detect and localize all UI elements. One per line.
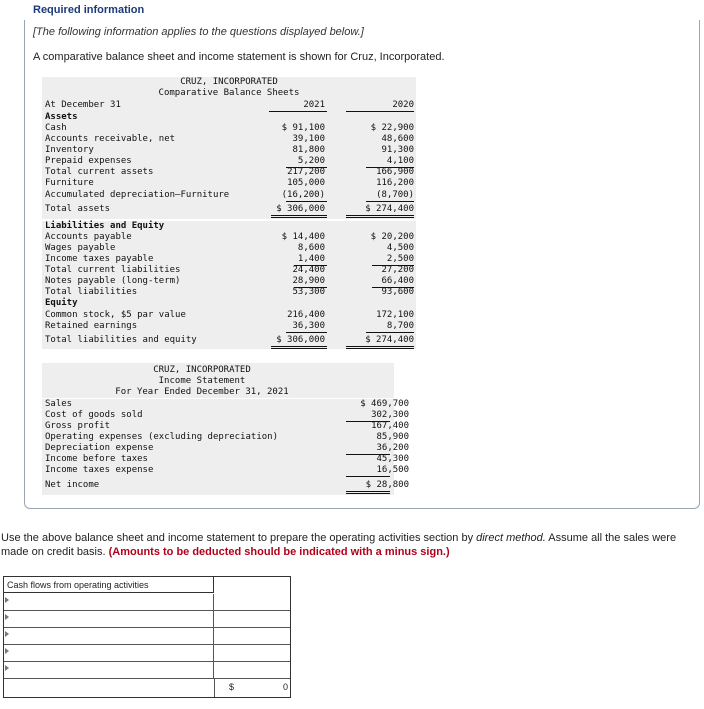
bs-row-value-2021: $ 306,000: [276, 335, 325, 345]
cash-flow-row: [4, 594, 290, 611]
bs-row-label: Common stock, $5 par value: [45, 310, 186, 320]
bs-row-value-2021: $ 91,100: [281, 123, 325, 133]
is-row-value: $ 28,800: [365, 480, 409, 490]
cash-flow-amount-input[interactable]: [215, 596, 290, 612]
is-row-value: 302,300: [371, 410, 409, 420]
intro-text: A comparative balance sheet and income statement is shown for Cruz, Incorporated.: [33, 51, 445, 63]
bs-date-label: At December 31: [45, 100, 121, 110]
bs-row-value-2020: 8,700: [386, 321, 414, 331]
is-row-label: Income taxes expense: [45, 465, 154, 475]
bs-row-label: Total assets: [45, 204, 111, 214]
income-statement: [42, 363, 409, 495]
bs-row-label: Total current liabilities: [45, 265, 181, 275]
cash-flow-item-input[interactable]: [4, 596, 213, 612]
is-row-value: 85,900: [376, 432, 409, 442]
cash-flow-row: [4, 662, 290, 679]
bs-col-2021: 2021: [303, 100, 325, 110]
bs-row-label: Furniture: [45, 178, 94, 188]
bs-row-value-2020: 4,100: [386, 156, 414, 166]
bs-row-label: Total current assets: [45, 167, 154, 177]
is-row-value: 45,300: [376, 454, 409, 464]
bs-row-value-2020: $ 274,400: [365, 204, 414, 214]
dropdown-arrow-icon: [5, 631, 9, 637]
bs-row-label: Notes payable (long-term): [45, 276, 181, 286]
bs-row-value-2021: 105,000: [287, 178, 325, 188]
bs-row-value-2021: $ 306,000: [276, 204, 325, 214]
bs-row-value-2020: $ 274,400: [365, 335, 414, 345]
bs-row-value-2020: (8,700): [376, 190, 414, 200]
bs-row-label: Wages payable: [45, 243, 116, 253]
bs-row-value-2020: 166,900: [376, 167, 414, 177]
bs-row-value-2021: 53,300: [292, 287, 325, 297]
bs-row-label: Income taxes payable: [45, 254, 154, 264]
bs-row-value-2021: $ 14,400: [281, 232, 325, 242]
bs-row-value-2020: 4,500: [386, 243, 414, 253]
total-dollar-sign: $: [229, 682, 235, 692]
cash-flow-amount-input[interactable]: [215, 647, 290, 663]
bs-row-value-2020: 27,200: [381, 265, 414, 275]
cash-flow-item-input[interactable]: [4, 647, 213, 663]
cash-flow-header: Cash flows from operating activities: [4, 577, 214, 593]
bs-row-label: Total liabilities and equity: [45, 335, 197, 345]
bs-row-value-2020: 93,600: [381, 287, 414, 297]
bs-row-value-2021: 5,200: [297, 156, 325, 166]
bs-row-label: Cash: [45, 123, 67, 133]
cash-flow-row: [4, 645, 290, 662]
is-row-label: Gross profit: [45, 421, 111, 431]
bs-row-label: Accounts payable: [45, 232, 132, 242]
bs-row-value-2021: 28,900: [292, 276, 325, 286]
cash-flow-amount-input[interactable]: [215, 630, 290, 646]
bs-row-value-2021: 8,600: [297, 243, 325, 253]
balance-sheet: [42, 77, 416, 349]
bs-col-2020: 2020: [392, 100, 414, 110]
bs-row-label: Accumulated depreciation—Furniture: [45, 190, 230, 200]
is-row-label: Cost of goods sold: [45, 410, 143, 420]
bs-title: Comparative Balance Sheets: [158, 88, 300, 98]
bs-row-value-2020: 91,300: [381, 145, 414, 155]
bs-row-value-2021: (16,200): [281, 190, 325, 200]
bs-row-value-2021: 36,300: [292, 321, 325, 331]
is-row-label: Depreciation expense: [45, 443, 154, 453]
instruction-text: Use the above balance sheet and income statement to prepare the operating activities section by direct method. Assume all the sales were made on credit basis. (Amounts to be deducted should be indicated with a minus sign.): [1, 532, 677, 558]
bs-row-label: Equity: [45, 298, 78, 308]
cash-flow-answer-table: [3, 576, 291, 698]
is-row-value: 36,200: [376, 443, 409, 453]
required-information-title: Required information: [33, 4, 145, 16]
is-company: CRUZ, INCORPORATED: [153, 365, 251, 375]
bs-row-value-2021: 216,400: [287, 310, 325, 320]
bs-row-label: Accounts receivable, net: [45, 134, 176, 144]
cash-flow-item-input[interactable]: [4, 613, 213, 629]
bs-row-value-2020: 48,600: [381, 134, 414, 144]
bs-row-value-2020: $ 22,900: [370, 123, 414, 133]
cash-flow-amount-input[interactable]: [215, 613, 290, 629]
bs-row-label: Prepaid expenses: [45, 156, 132, 166]
is-row-label: Net income: [45, 480, 100, 490]
bs-row-value-2021: 24,400: [292, 265, 325, 275]
following-note: [The following information applies to the questions displayed below.]: [33, 26, 364, 38]
bs-row-value-2021: 1,400: [297, 254, 325, 264]
bs-row-label: Retained earnings: [45, 321, 138, 331]
is-period: For Year Ended December 31, 2021: [115, 387, 289, 397]
bs-row-value-2020: $ 20,200: [370, 232, 414, 242]
is-row-label: Income before taxes: [45, 454, 148, 464]
total-value: 0: [282, 682, 288, 692]
is-row-value: 167,400: [371, 421, 409, 431]
bs-company: CRUZ, INCORPORATED: [180, 77, 278, 87]
dropdown-arrow-icon: [5, 614, 9, 620]
is-row-label: Sales: [45, 399, 73, 409]
bs-row-value-2020: 2,500: [386, 254, 414, 264]
bs-row-value-2021: 81,800: [292, 145, 325, 155]
cash-flow-row: [4, 611, 290, 628]
cash-flow-row: [4, 628, 290, 645]
minus-sign-note: (Amounts to be deducted should be indicated with a minus sign.): [108, 546, 450, 558]
cash-flow-item-input[interactable]: [4, 630, 213, 646]
is-row-label: Operating expenses (excluding depreciation): [45, 432, 278, 442]
bs-row-label: Assets: [45, 112, 78, 122]
bs-row-label: Total liabilities: [45, 287, 138, 297]
dropdown-arrow-icon: [5, 648, 9, 654]
bs-row-value-2021: 217,200: [287, 167, 325, 177]
dropdown-arrow-icon: [5, 665, 9, 671]
cash-flow-amount-input[interactable]: [215, 664, 290, 680]
bs-row-label: Liabilities and Equity: [45, 221, 165, 231]
bs-row-value-2020: 66,400: [381, 276, 414, 286]
is-row-value: $ 469,700: [360, 399, 409, 409]
is-row-value: 16,500: [376, 465, 409, 475]
dropdown-arrow-icon: [5, 597, 9, 603]
bs-row-value-2021: 39,100: [292, 134, 325, 144]
is-title: Income Statement: [158, 376, 246, 386]
cash-flow-item-input[interactable]: [4, 664, 213, 680]
bs-row-value-2020: 116,200: [376, 178, 414, 188]
bs-row-label: Inventory: [45, 145, 94, 155]
bs-row-value-2020: 172,100: [376, 310, 414, 320]
